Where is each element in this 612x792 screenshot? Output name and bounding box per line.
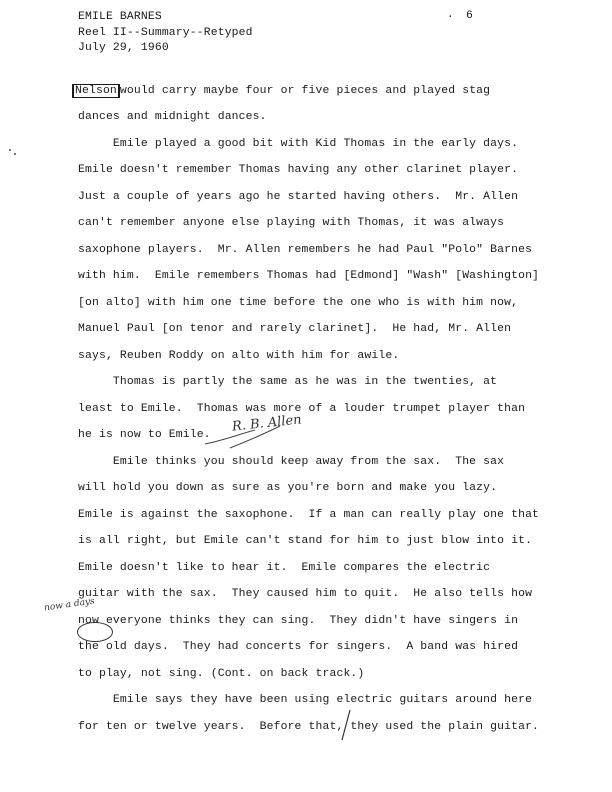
body-line-1 bbox=[75, 84, 491, 98]
body-line-8: with him. Emile remembers Thomas had [Edmond] "Wash" [Washington] bbox=[78, 270, 540, 282]
body-line-21: now everyone thinks they can sing. They didn't have singers in bbox=[78, 615, 519, 627]
signature-scribble bbox=[200, 412, 350, 452]
body-line-14: he is now to Emile. bbox=[78, 429, 211, 441]
page-number: 6 bbox=[466, 10, 473, 22]
body-line-2: dances and midnight dances. bbox=[78, 111, 267, 123]
header-name: EMILE BARNES bbox=[78, 11, 162, 23]
body-line-19: Emile doesn't like to hear it. Emile compares the electric bbox=[78, 562, 491, 574]
boxed-name: Nelson bbox=[72, 84, 120, 98]
body-line-6: can't remember anyone else playing with Thomas, it was always bbox=[78, 217, 505, 229]
body-line-12: Thomas is partly the same as he was in the twenties, at bbox=[78, 376, 498, 388]
header-reel: Reel II--Summary--Retyped bbox=[78, 27, 253, 39]
pencil-circle bbox=[77, 622, 113, 642]
body-line-25: for ten or twelve years. Before that, they used the plain guitar. bbox=[78, 721, 540, 733]
body-line-22: the old days. They had concerts for singers. A band was hired bbox=[78, 641, 519, 653]
header-date: July 29, 1960 bbox=[78, 42, 169, 54]
margin-note: now a days bbox=[43, 596, 96, 614]
body-line-20: guitar with the sax. They caused him to quit. He also tells how bbox=[78, 588, 533, 600]
body-line-13: least to Emile. Thomas was more of a louder trumpet player than bbox=[78, 403, 526, 415]
body-line-7: saxophone players. Mr. Allen remembers he had Paul "Polo" Barnes bbox=[78, 244, 533, 256]
body-line-15: Emile thinks you should keep away from the sax. The sax bbox=[78, 456, 505, 468]
body-line-5: Just a couple of years ago he started having others. Mr. Allen bbox=[78, 191, 519, 203]
body-line-23: to play, not sing. (Cont. on back track.) bbox=[78, 668, 365, 680]
margin-speck bbox=[6, 146, 20, 160]
body-line-16: will hold you down as sure as you're born and make you lazy. bbox=[78, 482, 498, 494]
pencil-slash bbox=[336, 706, 356, 746]
body-line-24: Emile says they have been using electric guitars around here bbox=[78, 694, 533, 706]
body-line-1-rest: would carry maybe four or five pieces and played stag bbox=[119, 85, 491, 97]
body-line-11: says, Reuben Roddy on alto with him for awile. bbox=[78, 350, 400, 362]
body-line-9: [on alto] with him one time before the one who is with him now, bbox=[78, 297, 519, 309]
body-line-18: is all right, but Emile can't stand for him to just blow into it. bbox=[78, 535, 533, 547]
body-line-10: Manuel Paul [on tenor and rarely clarinet]. He had, Mr. Allen bbox=[78, 323, 512, 335]
body-line-3: Emile played a good bit with Kid Thomas in the early days. bbox=[78, 138, 519, 150]
header-dot: . bbox=[447, 9, 454, 21]
body-line-17: Emile is against the saxophone. If a man can really play one that bbox=[78, 509, 540, 521]
body-line-4: Emile doesn't remember Thomas having any other clarinet player. bbox=[78, 164, 519, 176]
handwritten-signature: R. B. Allen bbox=[231, 412, 303, 435]
